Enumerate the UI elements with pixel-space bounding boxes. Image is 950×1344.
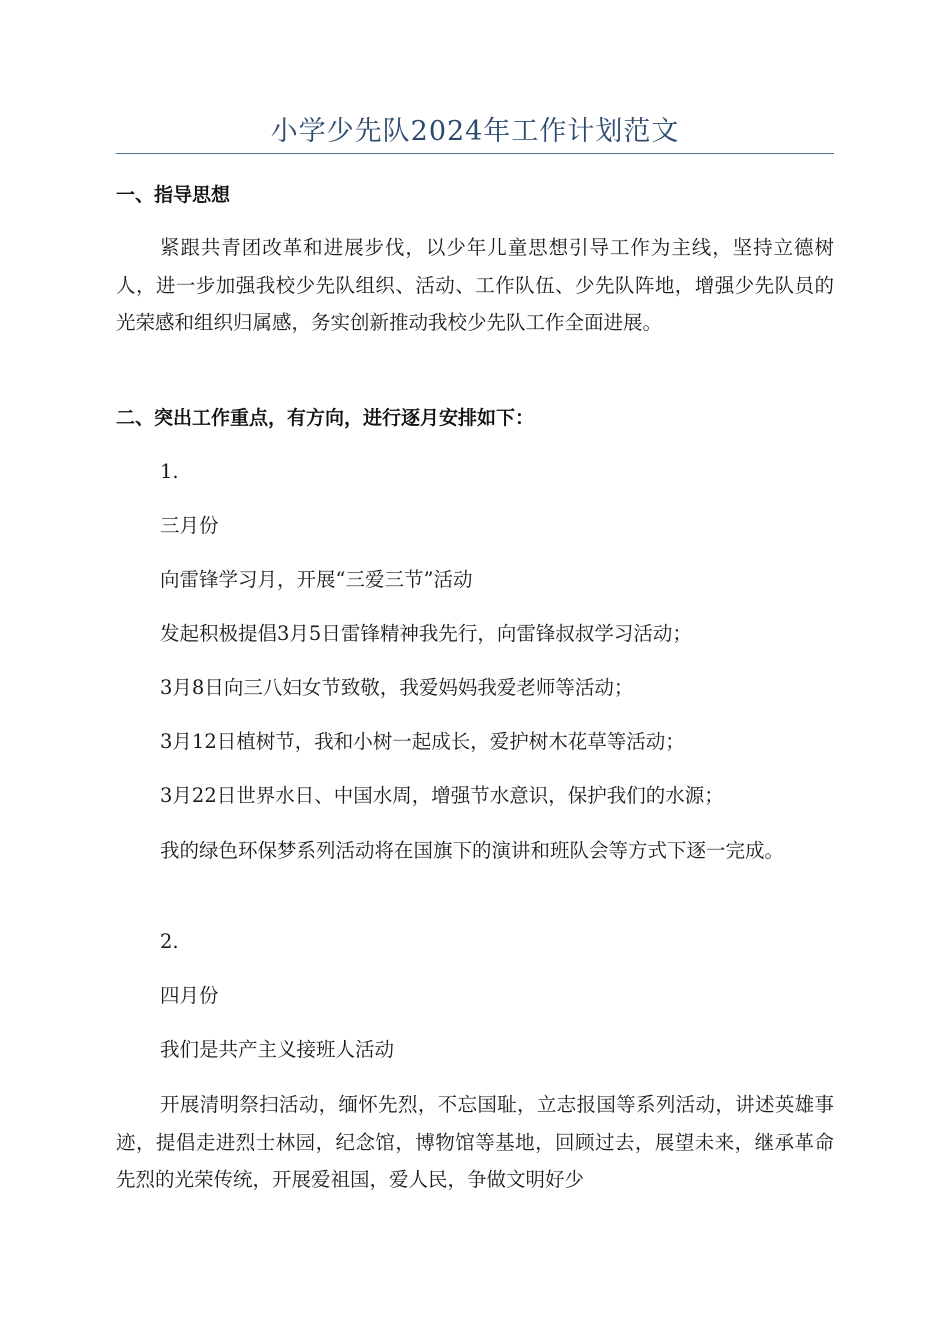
- activity-theme: 我们是共产主义接班人活动: [160, 1038, 395, 1061]
- section-heading-monthly-plan: 二、突出工作重点，有方向，进行逐月安排如下：: [116, 407, 535, 429]
- month-label: 三月份: [160, 514, 219, 537]
- item-number: 2.: [160, 930, 179, 953]
- activity-line: 3月12日植树节，我和小树一起成长，爱护树木花草等活动；: [160, 730, 685, 753]
- activity-closing-paragraph: 我的绿色环保梦系列活动将在国旗下的演讲和班队会等方式下逐一完成。: [160, 839, 785, 862]
- activity-theme: 向雷锋学习月，开展“三爱三节”活动: [160, 568, 473, 591]
- document-title: 小学少先队2024年工作计划范文: [270, 116, 680, 147]
- item-number: 1.: [160, 460, 179, 483]
- month-label: 四月份: [160, 984, 219, 1007]
- section-paragraph-guiding-thought: 紧跟共青团改革和进展步伐，以少年儿童思想引导工作为主线，坚持立德树人，进一步加强我校少先队组织、活动、工作队伍、少先队阵地，增强少先队员的光荣感和组织归属感，务实创新推动我校少先队工作全面进展。: [116, 236, 834, 334]
- activity-line: 发起积极提倡3月5日雷锋精神我先行，向雷锋叔叔学习活动；: [160, 622, 692, 645]
- activity-paragraph: 开展清明祭扫活动，缅怀先烈，不忘国耻，立志报国等系列活动，讲述英雄事迹，提倡走进烈士林园，纪念馆，博物馆等基地，回顾过去，展望未来，继承革命先烈的光荣传统，开展爱祖国，爱人民，争做文明好少: [116, 1093, 834, 1191]
- title-underline: [116, 153, 834, 154]
- activity-line: 3月22日世界水日、中国水周，增强节水意识，保护我们的水源；: [160, 784, 724, 807]
- section-heading-guiding-thought: 一、指导思想: [116, 184, 231, 206]
- activity-line: 3月8日向三八妇女节致敬，我爱妈妈我爱老师等活动；: [160, 676, 634, 699]
